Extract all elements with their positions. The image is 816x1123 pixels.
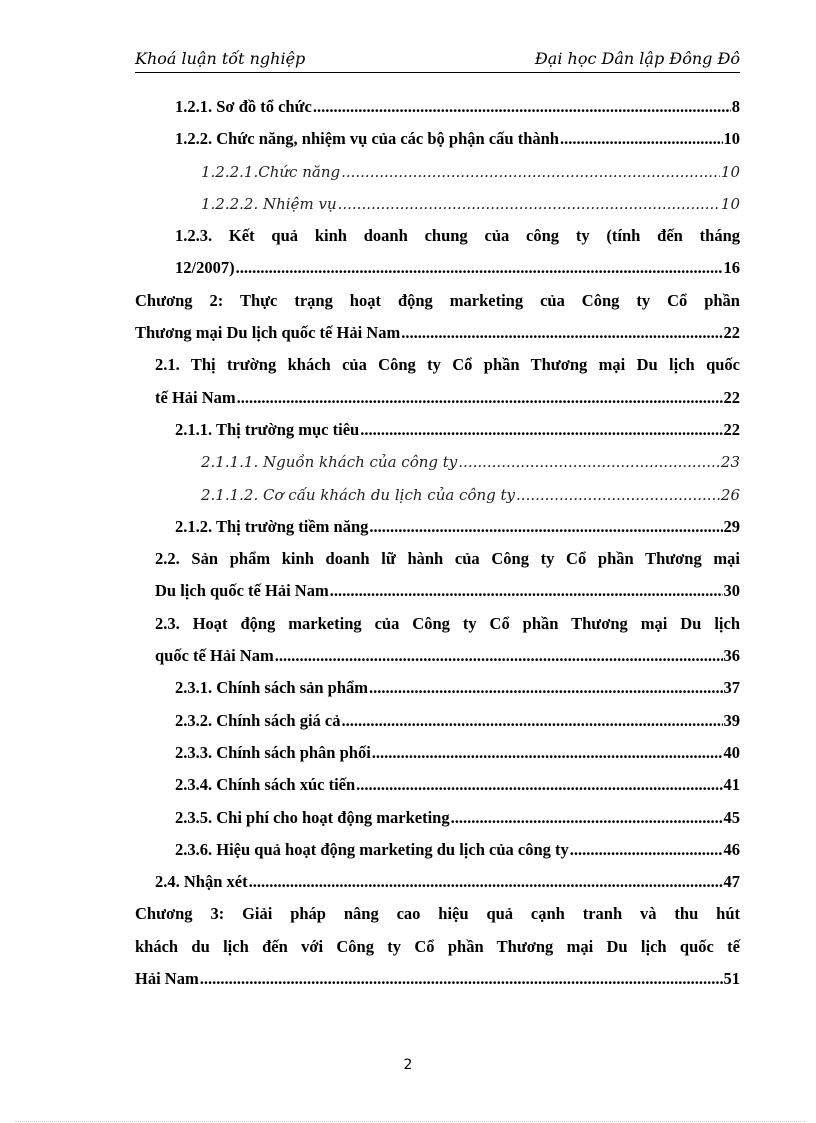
toc-entry-page: 8 <box>731 97 740 116</box>
toc-entry[interactable] <box>135 479 740 511</box>
toc-entry-page: 46 <box>723 839 740 859</box>
leader-dots <box>338 188 720 220</box>
toc-entry[interactable] <box>135 737 740 769</box>
toc-entry-label: 2.3.4. Chính sách xúc tiến <box>175 775 356 795</box>
toc-entry-label: 2.1.2. Thị trường tiềm năng <box>175 516 369 536</box>
toc-entry-page: 16 <box>723 258 740 278</box>
toc-entry-page: 45 <box>723 807 740 827</box>
toc-chapter-entry[interactable] <box>135 285 740 350</box>
toc-entry-label-cont: tế Hải Nam <box>155 387 236 407</box>
leader-dots <box>200 963 723 995</box>
toc-entry-label: 2.3.6. Hiệu quả hoạt động marketing du lịch của công ty <box>175 839 569 859</box>
toc-entry-page: 36 <box>723 646 740 666</box>
toc-entry[interactable] <box>135 769 740 801</box>
leader-dots <box>516 479 720 511</box>
toc-entry[interactable] <box>135 672 740 704</box>
toc-entry[interactable] <box>135 705 740 737</box>
toc-entry[interactable] <box>135 220 740 285</box>
toc-entry-label: 2.1.1.1. Nguồn khách của công ty <box>201 453 458 472</box>
leader-dots <box>341 156 720 188</box>
page-boundary-rule <box>15 1121 805 1122</box>
leader-dots <box>330 575 723 607</box>
header-right-title: Đại học Dân lập Đông Đô <box>534 49 740 68</box>
toc-entry[interactable] <box>135 866 740 898</box>
toc-entry-label: 1.2.2.2. Nhiệm vụ <box>201 194 337 213</box>
toc-entry-page: 40 <box>723 742 740 762</box>
page-number: 2 <box>403 1057 413 1073</box>
leader-dots <box>313 91 731 123</box>
leader-dots <box>560 123 723 155</box>
toc-entry-label-line2: khách du lịch đến với Công ty Cổ phần Thương mại Du lịch quốc tế <box>135 936 740 956</box>
toc-entry-label: 1.2.1. Sơ đồ tổ chức <box>175 97 312 116</box>
toc-entry[interactable] <box>135 446 740 478</box>
toc-entry[interactable] <box>135 608 740 673</box>
leader-dots <box>458 446 720 478</box>
toc-entry-label: 2.1.1.2. Cơ cấu khách du lịch của công ty <box>201 485 516 504</box>
running-header <box>135 48 740 73</box>
toc-entry-page: 29 <box>723 516 740 536</box>
toc-entry-label: 2.3.5. Chi phí cho hoạt động marketing <box>175 807 450 827</box>
leader-dots <box>401 317 722 349</box>
toc-entry-page: 37 <box>723 678 740 698</box>
leader-dots <box>360 414 722 446</box>
toc-entry-label: 2.3.3. Chính sách phân phối <box>175 742 371 762</box>
toc-entry-label: 1.2.2. Chức năng, nhiệm vụ của các bộ phận cấu thành <box>175 129 559 149</box>
toc-entry[interactable] <box>135 349 740 414</box>
toc-entry-label-cont: Thương mại Du lịch quốc tế Hải Nam <box>135 323 401 343</box>
toc-entry-page: 10 <box>723 129 740 149</box>
toc-entry-page: 22 <box>723 387 740 407</box>
leader-dots <box>451 802 723 834</box>
toc-entry[interactable] <box>135 543 740 608</box>
leader-dots <box>369 511 722 543</box>
leader-dots <box>341 705 722 737</box>
toc-entry[interactable] <box>135 91 740 123</box>
toc-entry-label: 2.4. Nhận xét <box>155 872 248 892</box>
toc-entry-label: 2.3. Hoạt động marketing của Công ty Cổ phần Thương mại Du lịch <box>155 613 740 633</box>
toc-entry-page: 10 <box>720 194 740 213</box>
toc-entry[interactable] <box>135 511 740 543</box>
leader-dots <box>275 640 723 672</box>
toc-chapter-entry[interactable] <box>135 898 740 995</box>
toc-entry-page: 39 <box>723 710 740 730</box>
leader-dots <box>236 252 723 284</box>
toc-entry-page: 51 <box>723 969 740 989</box>
toc-entry-label: 2.3.2. Chính sách giá cả <box>175 710 341 730</box>
header-left-title: Khoá luận tốt nghiệp <box>135 49 306 68</box>
toc-entry[interactable] <box>135 188 740 220</box>
toc-entry-page: 23 <box>720 453 740 472</box>
toc-entry-label-cont: Hải Nam <box>135 969 199 989</box>
table-of-contents <box>135 91 740 995</box>
toc-entry-label: 1.2.3. Kết quả kinh doanh chung của công ty (tính đến tháng <box>175 226 740 246</box>
toc-entry-label-cont: Du lịch quốc tế Hải Nam <box>155 581 329 601</box>
toc-entry-label: 2.3.1. Chính sách sản phẩm <box>175 678 369 698</box>
leader-dots <box>356 769 722 801</box>
toc-entry-label: 2.1.1. Thị trường mục tiêu <box>175 419 360 439</box>
toc-entry[interactable] <box>135 802 740 834</box>
toc-entry-label-cont: 12/2007) <box>175 258 235 278</box>
leader-dots <box>249 866 723 898</box>
leader-dots <box>570 834 723 866</box>
toc-entry[interactable] <box>135 156 740 188</box>
toc-entry-page: 26 <box>720 485 740 504</box>
toc-entry-page: 47 <box>723 872 740 892</box>
leader-dots <box>372 737 723 769</box>
toc-entry-page: 22 <box>723 323 740 343</box>
toc-entry[interactable] <box>135 414 740 446</box>
toc-entry-page: 30 <box>723 581 740 601</box>
toc-entry-label: Chương 2: Thực trạng hoạt động marketing của Công ty Cổ phần <box>135 290 740 310</box>
toc-entry-page: 22 <box>723 419 740 439</box>
toc-entry-label: 2.2. Sản phẩm kinh doanh lữ hành của Công ty Cổ phần Thương mại <box>155 549 740 569</box>
toc-entry-label: Chương 3: Giải pháp nâng cao hiệu quả cạnh tranh và thu hút <box>135 904 740 924</box>
toc-entry[interactable] <box>135 834 740 866</box>
leader-dots <box>237 382 723 414</box>
toc-entry-page: 41 <box>723 775 740 795</box>
toc-entry-label-cont: quốc tế Hải Nam <box>155 646 274 666</box>
toc-entry-page: 10 <box>720 162 740 181</box>
toc-entry-label: 2.1. Thị trường khách của Công ty Cổ phần Thương mại Du lịch quốc <box>155 355 740 375</box>
toc-entry[interactable] <box>135 123 740 155</box>
toc-entry-label: 1.2.2.1.Chức năng <box>201 162 341 181</box>
leader-dots <box>369 672 722 704</box>
